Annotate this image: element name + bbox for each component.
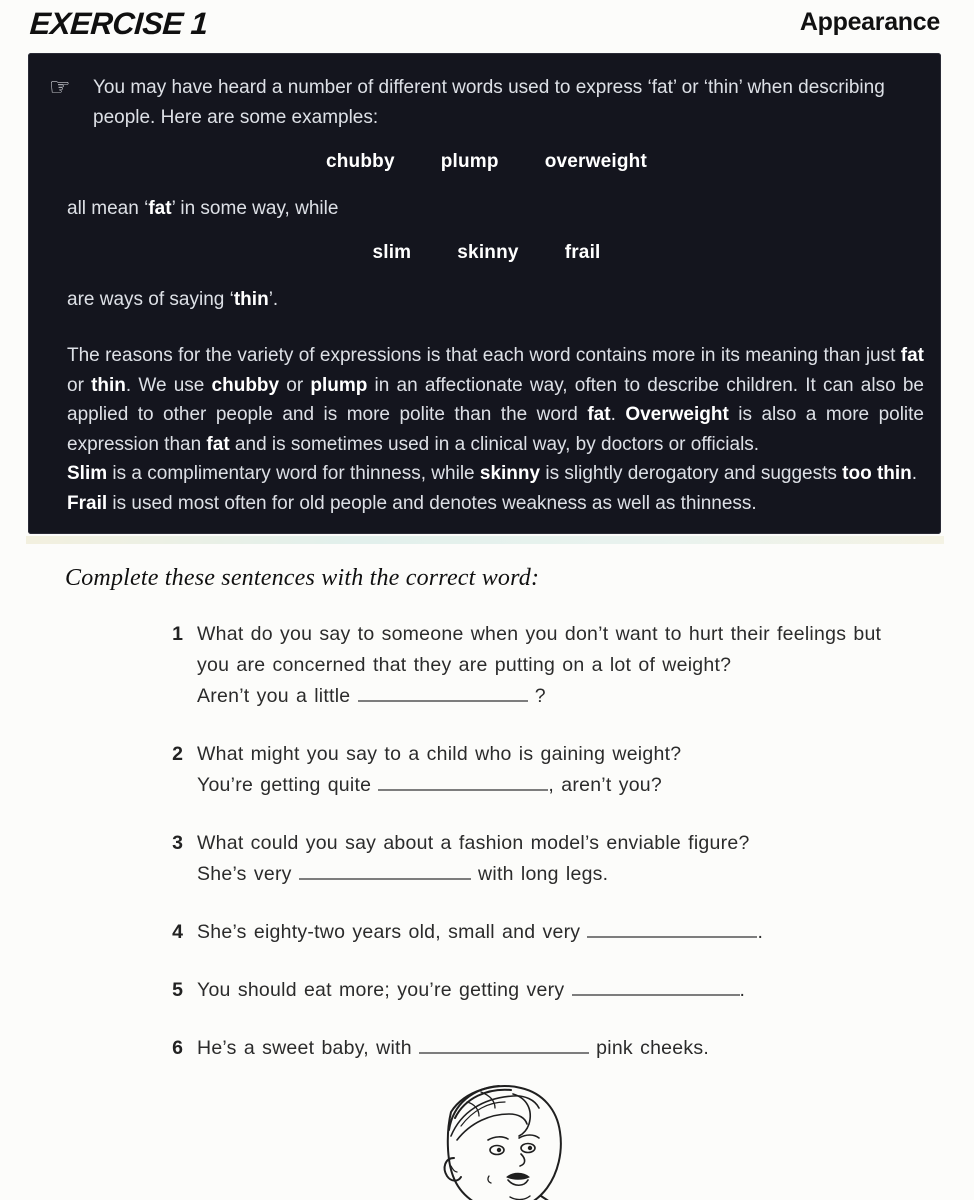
keyword: skinny (457, 242, 519, 263)
keyword: frail (564, 242, 601, 263)
question-row (168, 1033, 974, 1064)
question-number: 2 (172, 743, 183, 765)
keyword: slim (372, 242, 412, 263)
question-line: Aren’t you a little ? (197, 685, 546, 707)
question-text (197, 1033, 897, 1064)
bold-keyword: fat (206, 433, 230, 455)
question-number: 4 (172, 921, 183, 943)
question-text (197, 739, 897, 801)
answer-blank (587, 923, 757, 938)
bold-keyword: Slim (67, 463, 108, 484)
question-row (168, 828, 974, 890)
exercise-title: EXERCISE 1 (28, 6, 209, 41)
question-line: What do you say to someone when you don’t want to hurt their feelings but you are concerned that they are putting on a lot of weight? (197, 623, 882, 676)
question-line: What might you say to a child who is gaining weight? (197, 743, 682, 765)
intro-text: You may have heard a number of different words used to express ‘fat’ or ‘thin’ when describing people. Here are some examples: (93, 77, 885, 128)
thin-meaning-line: are ways of saying ‘thin’. (67, 288, 279, 310)
answer-blank (419, 1039, 589, 1054)
explanation-paragraph-3: Frail is used most often for old people and denotes weakness as well as thinness. (67, 492, 757, 514)
explanation-paragraph-1: The reasons for the variety of expressions is that each word contains more in its meaning than just fat or thin. We use chubby or plump in an affectionate way, often to describe children. It can also be applied to other people and is more polite than the word fat. Overweight is also a more polite expression than fat and is sometimes used in a clinical way, by doctors or officials. (67, 345, 925, 455)
thin-words-row (49, 238, 924, 268)
answer-blank (358, 687, 528, 702)
question-line: You’re getting quite , aren’t you? (197, 774, 662, 796)
topic-label: Appearance (799, 8, 940, 36)
question-row (168, 975, 974, 1006)
question-number: 5 (172, 979, 183, 1001)
bold-keyword: thin (233, 288, 269, 310)
question-text (197, 975, 897, 1006)
questions-list (168, 619, 974, 1064)
bold-keyword: Overweight (625, 404, 729, 425)
baby-illustration (0, 1078, 974, 1200)
question-number: 3 (172, 832, 183, 854)
question-line: What could you say about a fashion model’s enviable figure? (197, 832, 750, 854)
question-row (168, 917, 974, 948)
intro-row (49, 73, 924, 132)
bold-keyword: skinny (479, 463, 541, 484)
question-row (168, 739, 974, 801)
bold-keyword: too thin (842, 463, 912, 484)
answer-blank (299, 865, 471, 880)
fat-words-row (49, 147, 924, 177)
keyword: chubby (325, 151, 395, 172)
scan-artifact-stripe (26, 536, 944, 544)
bold-keyword: fat (148, 197, 172, 219)
keyword: overweight (544, 151, 648, 172)
question-line: He’s a sweet baby, with pink cheeks. (197, 1037, 710, 1059)
question-text (197, 828, 897, 890)
keyword: plump (440, 151, 499, 172)
answer-blank (378, 776, 548, 791)
question-line: She’s very with long legs. (197, 863, 609, 885)
explanation-paragraph-2: Slim is a complimentary word for thinness, while skinny is slightly derogatory and suggests too thin. (67, 463, 918, 484)
question-number: 1 (172, 623, 183, 645)
bold-keyword: thin (91, 374, 126, 396)
bold-keyword: plump (310, 374, 368, 396)
page-header (0, 0, 974, 42)
instruction-line: Complete these sentences with the correct word: (65, 565, 540, 591)
question-text (197, 917, 897, 948)
question-line: You should eat more; you’re getting very . (197, 979, 746, 1001)
bold-keyword: fat (587, 404, 611, 425)
pointing-hand-icon: ☞ (49, 74, 71, 101)
bold-keyword: chubby (211, 374, 280, 396)
question-number: 6 (172, 1037, 183, 1059)
bold-keyword: fat (900, 345, 924, 366)
fat-meaning-line: all mean ‘fat’ in some way, while (67, 197, 339, 219)
baby-head-sketch (361, 1078, 613, 1200)
question-line: She’s eighty-two years old, small and very . (197, 921, 764, 943)
question-text (197, 619, 897, 712)
explanation-box (28, 53, 941, 534)
answer-blank (572, 981, 740, 996)
bold-keyword: Frail (67, 492, 108, 514)
question-row (168, 619, 974, 712)
